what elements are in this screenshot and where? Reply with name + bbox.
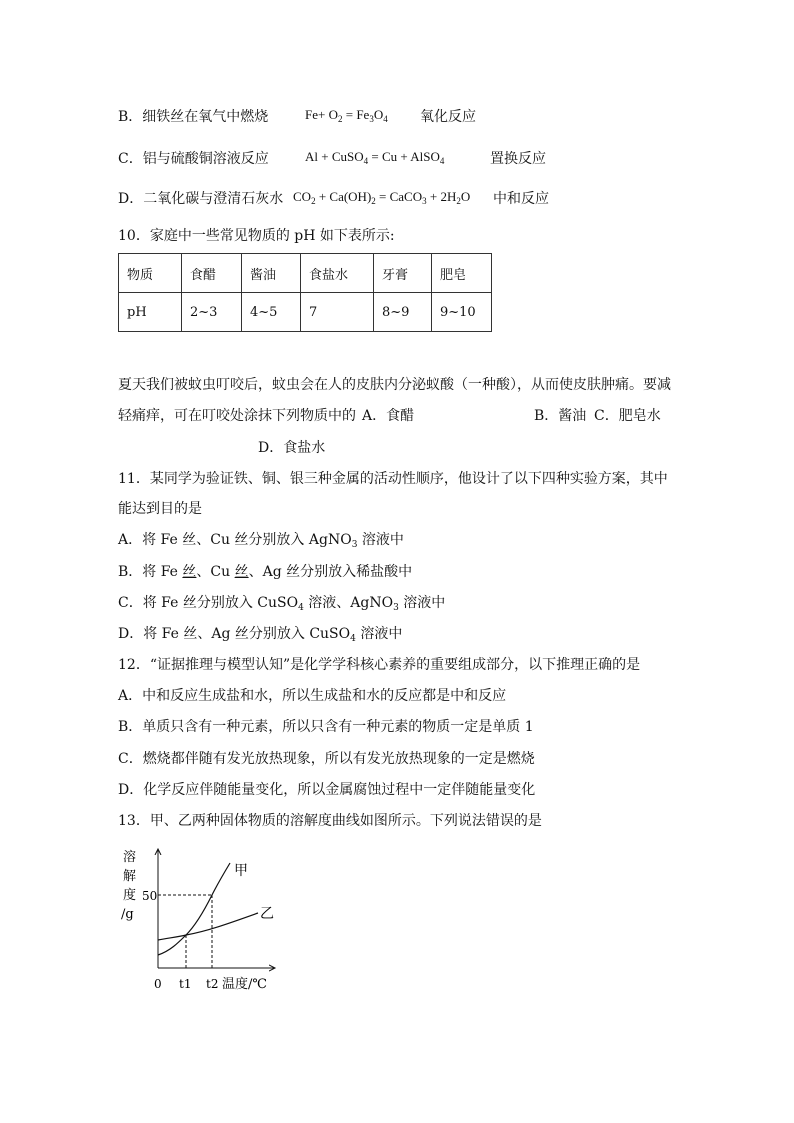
x-tick-t2: t2 xyxy=(206,977,219,991)
ph-table-cell: 7 xyxy=(301,293,374,332)
q9-option-c-label: C．铝与硫酸铜溶液反应 xyxy=(118,151,269,167)
ph-table-cell: 2~3 xyxy=(182,293,242,332)
q9-option-d-type: 中和反应 xyxy=(493,191,549,207)
q9-option-b-equation: $Fe+ O_2 = Fe_3O_4$ xyxy=(305,107,388,124)
ph-table-cell: 肥皂 xyxy=(432,254,492,293)
q12-option-c: C．燃烧都伴随有发光放热现象，所以有发光放热现象的一定是燃烧 xyxy=(118,751,535,767)
y-axis-label-char: /g xyxy=(121,907,134,922)
q10-paragraph-line2: 轻痛痒，可在叮咬处涂抹下列物质中的 xyxy=(118,408,356,424)
q11-option-d: D．将 Fe 丝、Ag 丝分别放入 CuSO$_4$ 溶液中 xyxy=(118,626,403,644)
ph-table-value-row xyxy=(119,293,492,332)
x-tick-t1: t1 xyxy=(179,977,192,991)
ph-table-cell: 牙膏 xyxy=(374,254,432,293)
q9-option-c-type: 置换反应 xyxy=(490,151,546,167)
q12-option-b: B．单质只含有一种元素，所以只含有一种元素的物质一定是单质 1 xyxy=(118,719,534,735)
q10-option-c: C．肥皂水 xyxy=(594,408,661,424)
q9-option-b-type: 氧化反应 xyxy=(420,109,476,125)
ph-table-cell: pH xyxy=(119,293,182,332)
series-jia-curve xyxy=(158,863,230,955)
q9-option-c-equation: Al + CuSO$_4$ = Cu + AlSO$_4$ xyxy=(305,149,445,166)
y-axis-label-char: 度 xyxy=(123,888,137,903)
q9-option-d-label: D．二氧化碳与澄清石灰水 xyxy=(118,191,284,207)
q12-stem: 12．“证据推理与模型认知”是化学学科核心素养的重要组成部分，以下推理正确的是 xyxy=(118,657,641,673)
x-axis-label: 温度/℃ xyxy=(222,977,267,992)
q10-option-b: B．酱油 xyxy=(534,408,587,424)
y-axis-label-char: 溶 xyxy=(123,850,137,865)
q11-option-c: C．将 Fe 丝分别放入 CuSO$_4$ 溶液、AgNO$_3$ 溶液中 xyxy=(118,595,446,613)
ph-table-cell: 食盐水 xyxy=(301,254,374,293)
y-axis-label-char: 解 xyxy=(123,869,137,884)
q12-option-d: D．化学反应伴随能量变化，所以金属腐蚀过程中一定伴随能量变化 xyxy=(118,782,536,798)
ph-table-cell: 4~5 xyxy=(242,293,301,332)
ph-table-cell: 物质 xyxy=(119,254,182,293)
ph-table-cell: 8~9 xyxy=(374,293,432,332)
q13-stem: 13．甲、乙两种固体物质的溶解度曲线如图所示。下列说法错误的是 xyxy=(118,813,542,829)
q11-stem-line2: 能达到目的是 xyxy=(118,501,202,517)
series-jia-label: 甲 xyxy=(234,863,248,879)
q10-paragraph-line1: 夏天我们被蚊虫叮咬后，蚊虫会在人的皮肤内分泌蚁酸（一种酸），从而使皮肤肿痛。要减 xyxy=(118,377,671,393)
q10-stem: 10．家庭中一些常见物质的 pH 如下表所示: xyxy=(118,228,395,244)
ph-table-cell: 食醋 xyxy=(182,254,242,293)
origin-label: 0 xyxy=(154,977,162,991)
y-tick-50: 50 xyxy=(142,889,158,903)
ph-table-cell: 酱油 xyxy=(242,254,301,293)
series-yi-label: 乙 xyxy=(260,906,274,922)
ph-table-header-row xyxy=(119,254,492,293)
q9-option-b-label: B．细铁丝在氧气中燃烧 xyxy=(118,109,269,125)
q11-option-a: A．将 Fe 丝、Cu 丝分别放入 AgNO$_3$ 溶液中 xyxy=(118,532,404,550)
q10-option-d: D．食盐水 xyxy=(258,440,326,456)
series-yi-curve xyxy=(158,913,258,940)
q11-option-b: B．将 Fe 丝、Cu 丝、Ag 丝分别放入稀盐酸中 xyxy=(118,564,413,580)
solubility-chart xyxy=(118,843,293,993)
q12-option-a: A．中和反应生成盐和水，所以生成盐和水的反应都是中和反应 xyxy=(118,688,507,704)
ph-table xyxy=(118,253,492,332)
ph-table-cell: 9~10 xyxy=(432,293,492,332)
q10-option-a: A．食醋 xyxy=(362,408,415,424)
q9-option-d-equation: $CO_2 + Ca(OH)_2$ = CaCO$_3$ + $2H_2O$ xyxy=(293,189,471,206)
q11-stem-line1: 11．某同学为验证铁、铜、银三种金属的活动性顺序，他设计了以下四种实验方案，其中 xyxy=(118,471,668,487)
